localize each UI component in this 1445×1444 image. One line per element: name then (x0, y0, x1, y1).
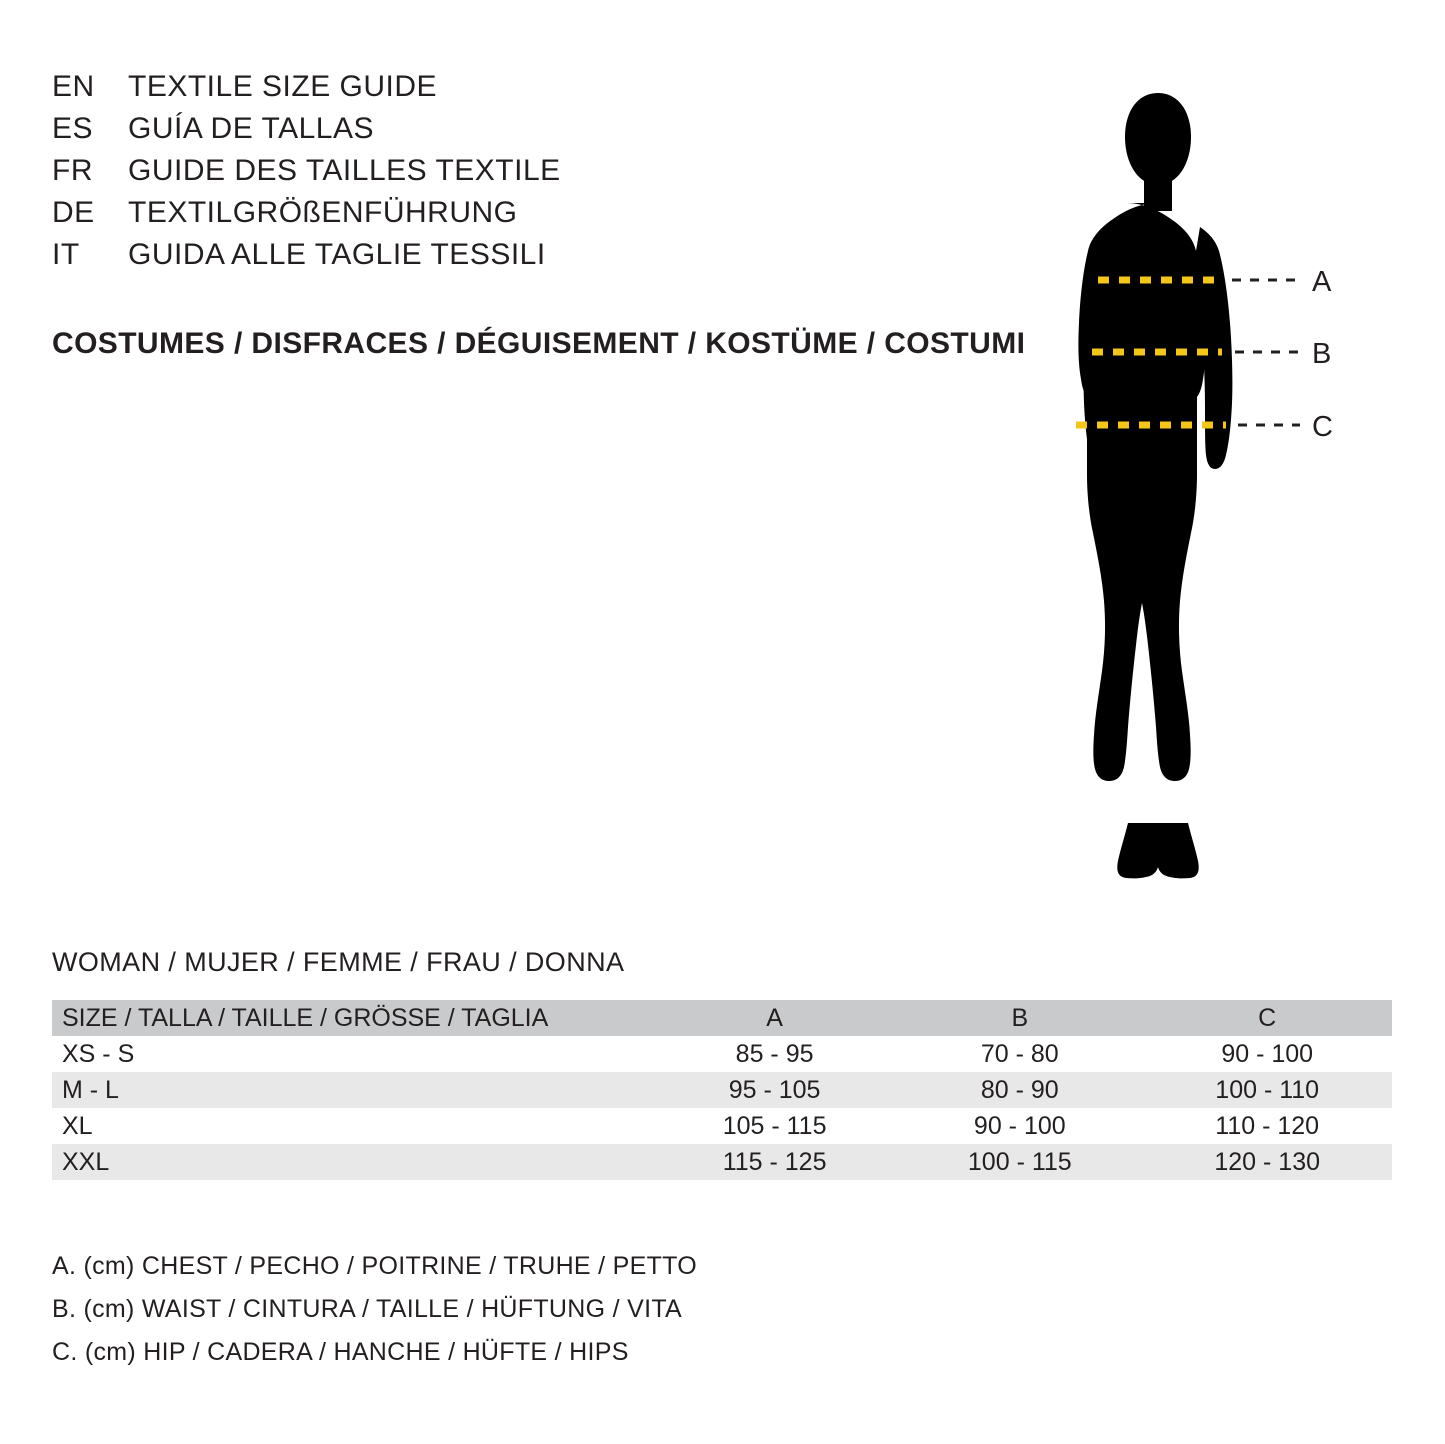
language-row-en (52, 70, 1012, 112)
language-code-en: EN (52, 70, 95, 103)
size-table (52, 1000, 1392, 1180)
cell-c: 110 - 120 (1142, 1108, 1392, 1144)
legend-item-c: C. (cm) HIP / CADERA / HANCHE / HÜFTE / HIPS (52, 1338, 629, 1366)
cell-c: 90 - 100 (1142, 1036, 1392, 1072)
language-text-de: TEXTILGRÖßENFÜHRUNG (128, 196, 518, 229)
measurement-legend (52, 1245, 697, 1374)
language-row-de (52, 196, 1012, 238)
cell-b: 80 - 90 (897, 1072, 1142, 1108)
table-row (52, 1108, 1392, 1144)
column-header-size: SIZE / TALLA / TAILLE / GRÖSSE / TAGLIA (52, 1000, 652, 1036)
leader-lines (1232, 280, 1300, 425)
label-a: A (1312, 266, 1332, 298)
table-row (52, 1072, 1392, 1108)
cell-b: 90 - 100 (897, 1108, 1142, 1144)
cell-size: XS - S (52, 1036, 652, 1072)
cell-a: 85 - 95 (652, 1036, 897, 1072)
cell-c: 100 - 110 (1142, 1072, 1392, 1108)
cell-c: 120 - 130 (1142, 1144, 1392, 1180)
table-row (52, 1144, 1392, 1180)
category-title: COSTUMES / DISFRACES / DÉGUISEMENT / KOSTÜME / COSTUMI (52, 327, 1026, 360)
language-text-it: GUIDA ALLE TAGLIE TESSILI (128, 238, 546, 271)
legend-item-a: A. (cm) CHEST / PECHO / POITRINE / TRUHE / PETTO (52, 1252, 698, 1280)
language-row-es (52, 112, 1012, 154)
language-text-es: GUÍA DE TALLAS (128, 112, 374, 145)
cell-size: XXL (52, 1144, 652, 1180)
cell-b: 70 - 80 (897, 1036, 1142, 1072)
language-code-es: ES (52, 112, 94, 145)
table-row (52, 1036, 1392, 1072)
cell-size: XL (52, 1108, 652, 1144)
cell-a: 95 - 105 (652, 1072, 897, 1108)
cell-size: M - L (52, 1072, 652, 1108)
silhouette-icon (1078, 93, 1232, 878)
label-c: C (1312, 411, 1333, 443)
label-b: B (1312, 338, 1332, 370)
column-header-a: A (652, 1000, 897, 1036)
cell-a: 105 - 115 (652, 1108, 897, 1144)
table-header-row (52, 1000, 1392, 1036)
language-text-fr: GUIDE DES TAILLES TEXTILE (128, 154, 561, 187)
cell-b: 100 - 115 (897, 1144, 1142, 1180)
language-row-it (52, 238, 1012, 280)
column-header-b: B (897, 1000, 1142, 1036)
column-header-c: C (1142, 1000, 1392, 1036)
legend-item-b: B. (cm) WAIST / CINTURA / TAILLE / HÜFTUNG / VITA (52, 1295, 683, 1323)
language-list (52, 70, 1012, 280)
language-code-de: DE (52, 196, 95, 229)
table-group-title: WOMAN / MUJER / FEMME / FRAU / DONNA (52, 947, 625, 977)
female-silhouette-diagram (1020, 55, 1380, 885)
language-row-fr (52, 154, 1012, 196)
language-code-it: IT (52, 238, 80, 271)
language-text-en: TEXTILE SIZE GUIDE (128, 70, 438, 103)
language-code-fr: FR (52, 154, 93, 187)
cell-a: 115 - 125 (652, 1144, 897, 1180)
